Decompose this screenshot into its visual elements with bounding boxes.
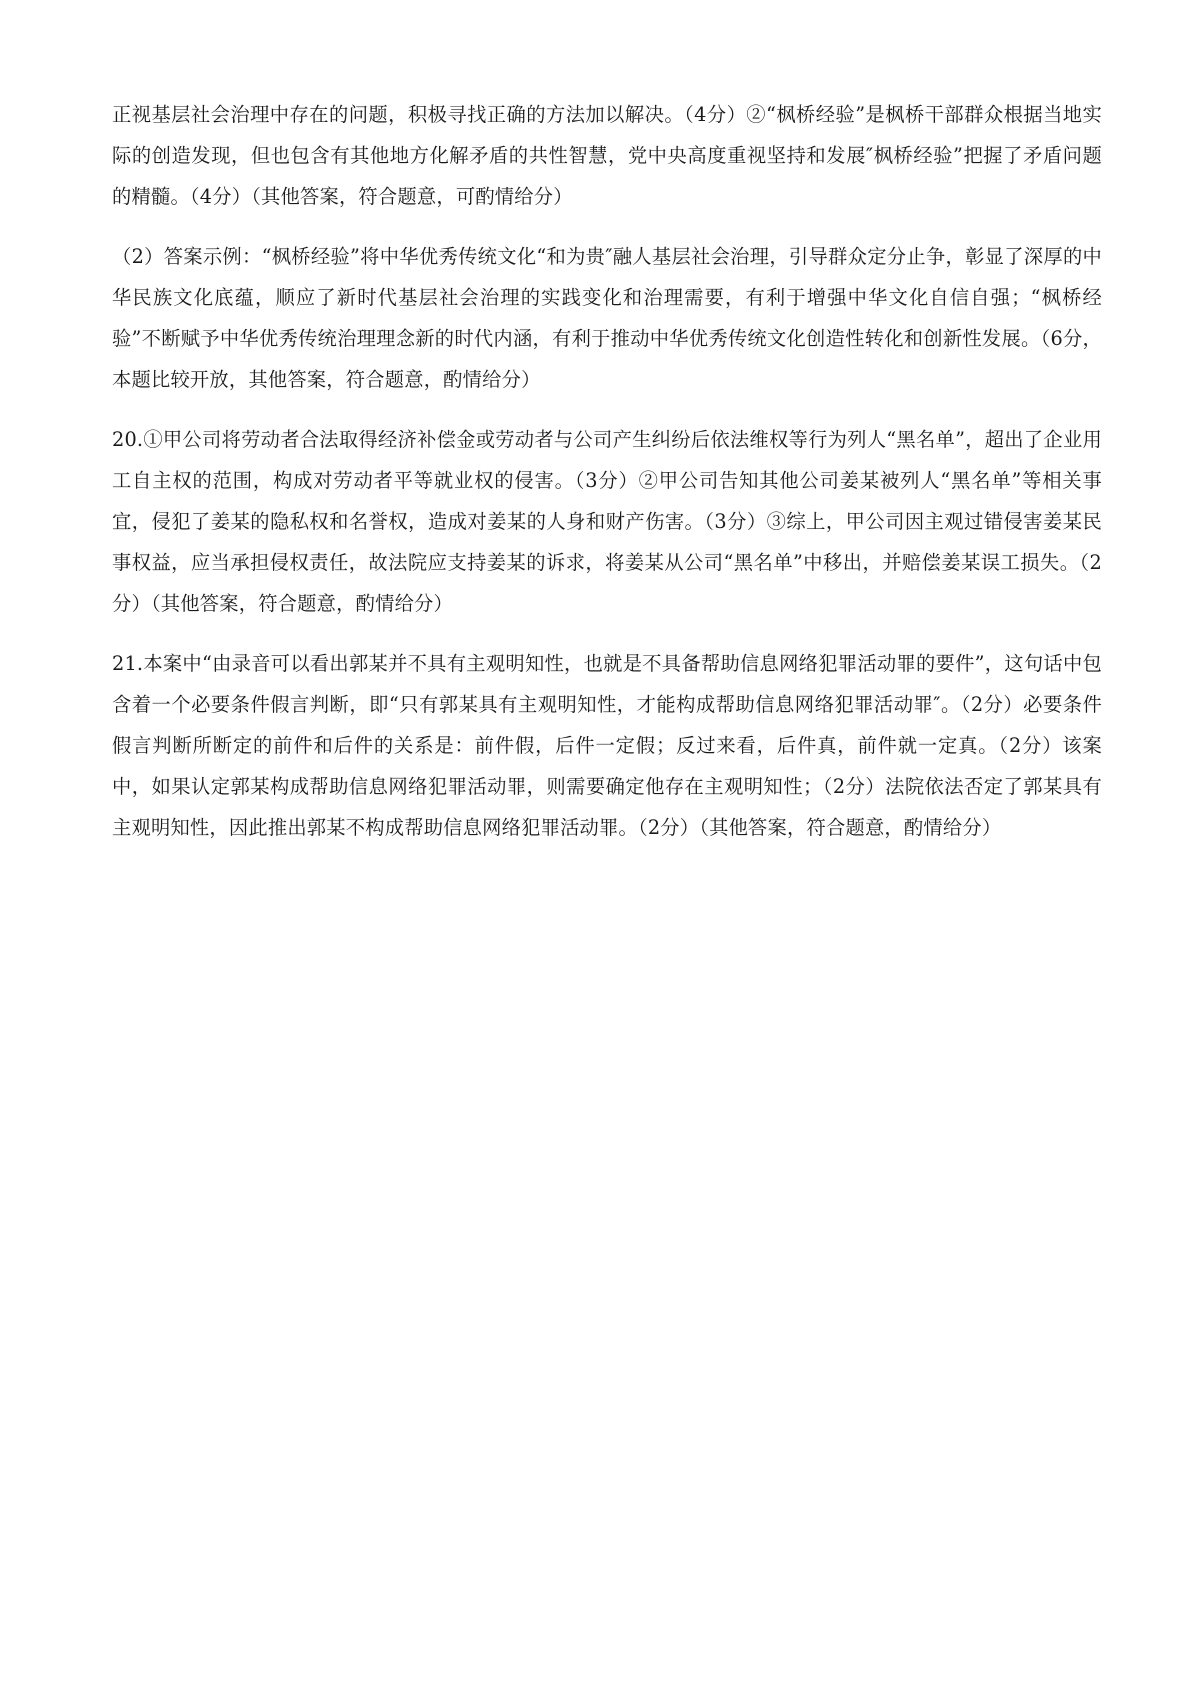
answer-21 [112, 643, 1102, 848]
paragraph-text: 正视基层社会治理中存在的问题，积极寻找正确的方法加以解决。（4分）②“枫桥经验”是枫桥干部群众根据当地实际的创造发现，但也包含有其他地方化解矛盾的共性智慧，党中央高度重视坚持和发展″枫桥经验”把握了矛盾问题的精髓。（4分）（其他答案，符合题意，可酌情给分） [112, 103, 1102, 208]
answer-19-2 [112, 236, 1102, 400]
paragraph-text: （2）答案示例：“枫桥经验”将中华优秀传统文化“和为贵″融人基层社会治理，引导群众定分止争，彰显了深厚的中华民族文化底蕴，顺应了新时代基层社会治理的实践变化和治理需要，有利于增强中华文化自信自强；“枫桥经验”不断赋予中华优秀传统治理理念新的时代内涵，有利于推动中华优秀传统文化创造性转化和创新性发展。（6分，本题比较开放，其他答案，符合题意，酌情给分） [112, 245, 1102, 391]
answer-20 [112, 419, 1102, 624]
paragraph-text: 20.①甲公司将劳动者合法取得经济补偿金或劳动者与公司产生纠纷后依法维权等行为列人“黑名单”，超出了企业用工自主权的范围，构成对劳动者平等就业权的侵害。（3分）②甲公司告知其他公司姜某被列人“黑名单”等相关事宜，侵犯了姜某的隐私权和名誉权，造成对姜某的人身和财产伤害。（3分）③综上，甲公司因主观过错侵害姜某民事权益，应当承担侵权责任，故法院应支持姜某的诉求，将姜某从公司“黑名单”中移出，并赔偿姜某误工损失。（2分）（其他答案，符合题意，酌情给分） [112, 428, 1102, 615]
answer-19-1-continued [112, 94, 1102, 217]
paragraph-text: 21.本案中“由录音可以看出郭某并不具有主观明知性，也就是不具备帮助信息网络犯罪活动罪的要件”，这句话中包含着一个必要条件假言判断，即“只有郭某具有主观明知性，才能构成帮助信息网络犯罪活动罪″。（2分）必要条件假言判断所断定的前件和后件的关系是：前件假，后件一定假；反过来看，后件真，前件就一定真。（2分）该案中，如果认定郭某构成帮助信息网络犯罪活动罪，则需要确定他存在主观明知性；（2分）法院依法否定了郭某具有主观明知性，因此推出郭某不构成帮助信息网络犯罪活动罪。（2分）（其他答案，符合题意，酌情给分） [112, 652, 1102, 839]
answer-page [112, 94, 1102, 867]
